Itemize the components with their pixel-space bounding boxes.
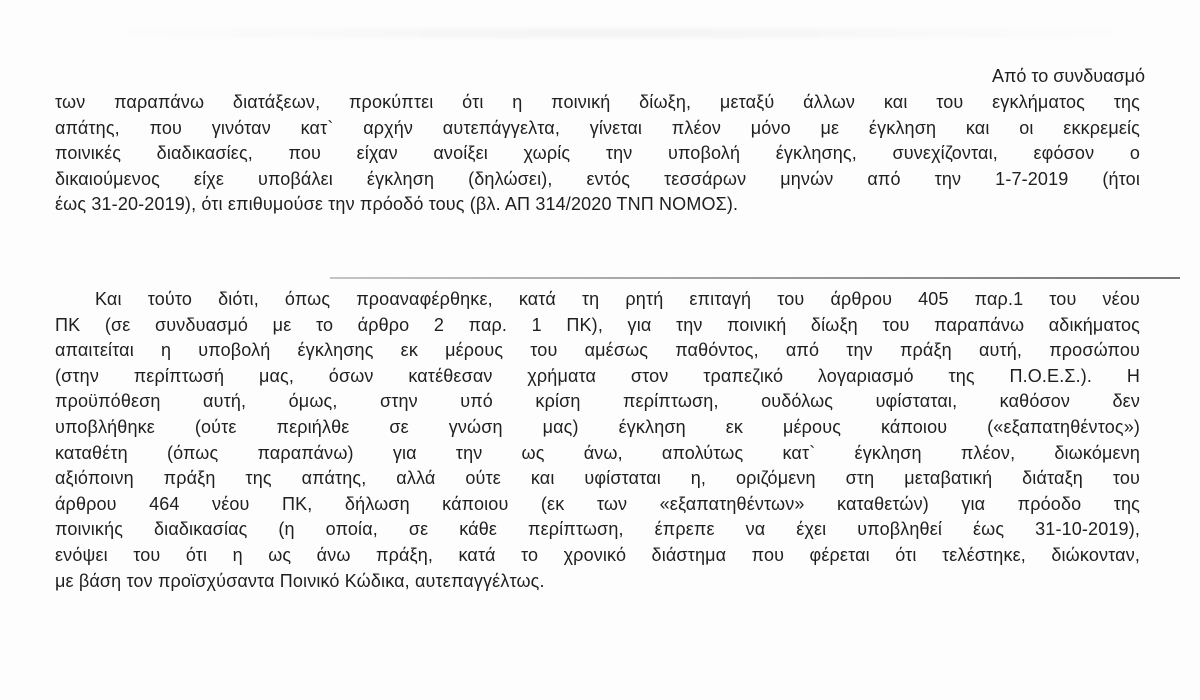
paragraph-2-line: με βάση τον προϊσχύσαντα Ποινικό Κώδικα, αυτεπαγγέλτως. [55,570,545,591]
horizontal-rule [330,277,1180,279]
paragraph-1-line: δικαιούμενος είχε υποβάλει έγκληση (δηλώσει), εντός τεσσάρων μηνών από την 1-7-2019 (ήτοι [55,168,1140,189]
paragraph-2 [55,287,1140,594]
paragraph-2-line: άρθρου 464 νέου ΠΚ, δήλωση κάποιου (εκ των «εξαπατηθέντων» καταθετών) για πρόοδο της [55,493,1140,514]
paragraph-1-line: ποινικές διαδικασίες, που είχαν ανοίξει χωρίς την υποβολή έγκλησης, συνεχίζονται, εφόσον ο [55,143,1140,163]
paragraph-1 [55,90,1140,218]
paragraph-2-line: ενόψει του ότι η ως άνω πράξη, κατά το χρονικό διάστημα που φέρεται ότι τελέστηκε, διώκονταν, [55,544,1140,565]
paragraph-2-line: υποβλήθηκε (ούτε περιήλθε σε γνώση μας) έγκληση εκ μέρους κάποιου («εξαπατηθέντος») [55,416,1140,437]
paragraph-1-line: απάτης, που γινόταν κατ` αρχήν αυτεπάγγελτα, γίνεται πλέον μόνο με έγκληση και οι εκκρεμείς [55,117,1140,138]
paragraph-2-line: αξιόποινη πράξη της απάτης, αλλά ούτε και υφίσταται η, οριζόμενη στη μεταβατική διάταξη του [55,468,1140,489]
paragraph-2-line: Και τούτο διότι, όπως προαναφέρθηκε, κατά τη ρητή επιταγή του άρθρου 405 παρ.1 του νέου [95,289,1140,309]
scan-artifact [70,28,1170,38]
paragraph-2-line: προϋπόθεση αυτή, όμως, στην υπό κρίση περίπτωση, ουδόλως υφίσταται, καθόσον δεν [55,391,1140,412]
paragraph-1-lead: Από το συνδυασμό [991,66,1145,86]
paragraph-2-line: ΠΚ (σε συνδυασμό με το άρθρο 2 παρ. 1 ΠΚ), για την ποινική δίωξη του παραπάνω αδικήματος [55,314,1140,335]
paragraph-1-line: των παραπάνω διατάξεων, προκύπτει ότι η ποινική δίωξη, μεταξύ άλλων και του εγκλήματος της [55,92,1140,112]
paragraph-2-line: ποινικής διαδικασίας (η οποία, σε κάθε περίπτωση, έπρεπε να έχει υποβληθεί έως 31-10-2019), [55,519,1140,540]
paragraph-2-line: απαιτείται η υποβολή έγκλησης εκ μέρους του αμέσως παθόντος, από την πράξη αυτή, προσώπου [55,340,1140,361]
paragraph-2-line: καταθέτη (όπως παραπάνω) για την ως άνω, απολύτως κατ` έγκληση πλέον, διωκόμενη [55,442,1140,463]
paragraph-2-line: (στην περίπτωσή μας, όσων κατέθεσαν χρήματα στον τραπεζικό λογαριασμό της Π.Ο.Ε.Σ.). Η [55,365,1140,386]
paragraph-1-line: έως 31-20-2019), ότι επιθυμούσε την πρόοδό τους (βλ. ΑΠ 314/2020 ΤΝΠ ΝΟΜΟΣ). [55,194,739,214]
